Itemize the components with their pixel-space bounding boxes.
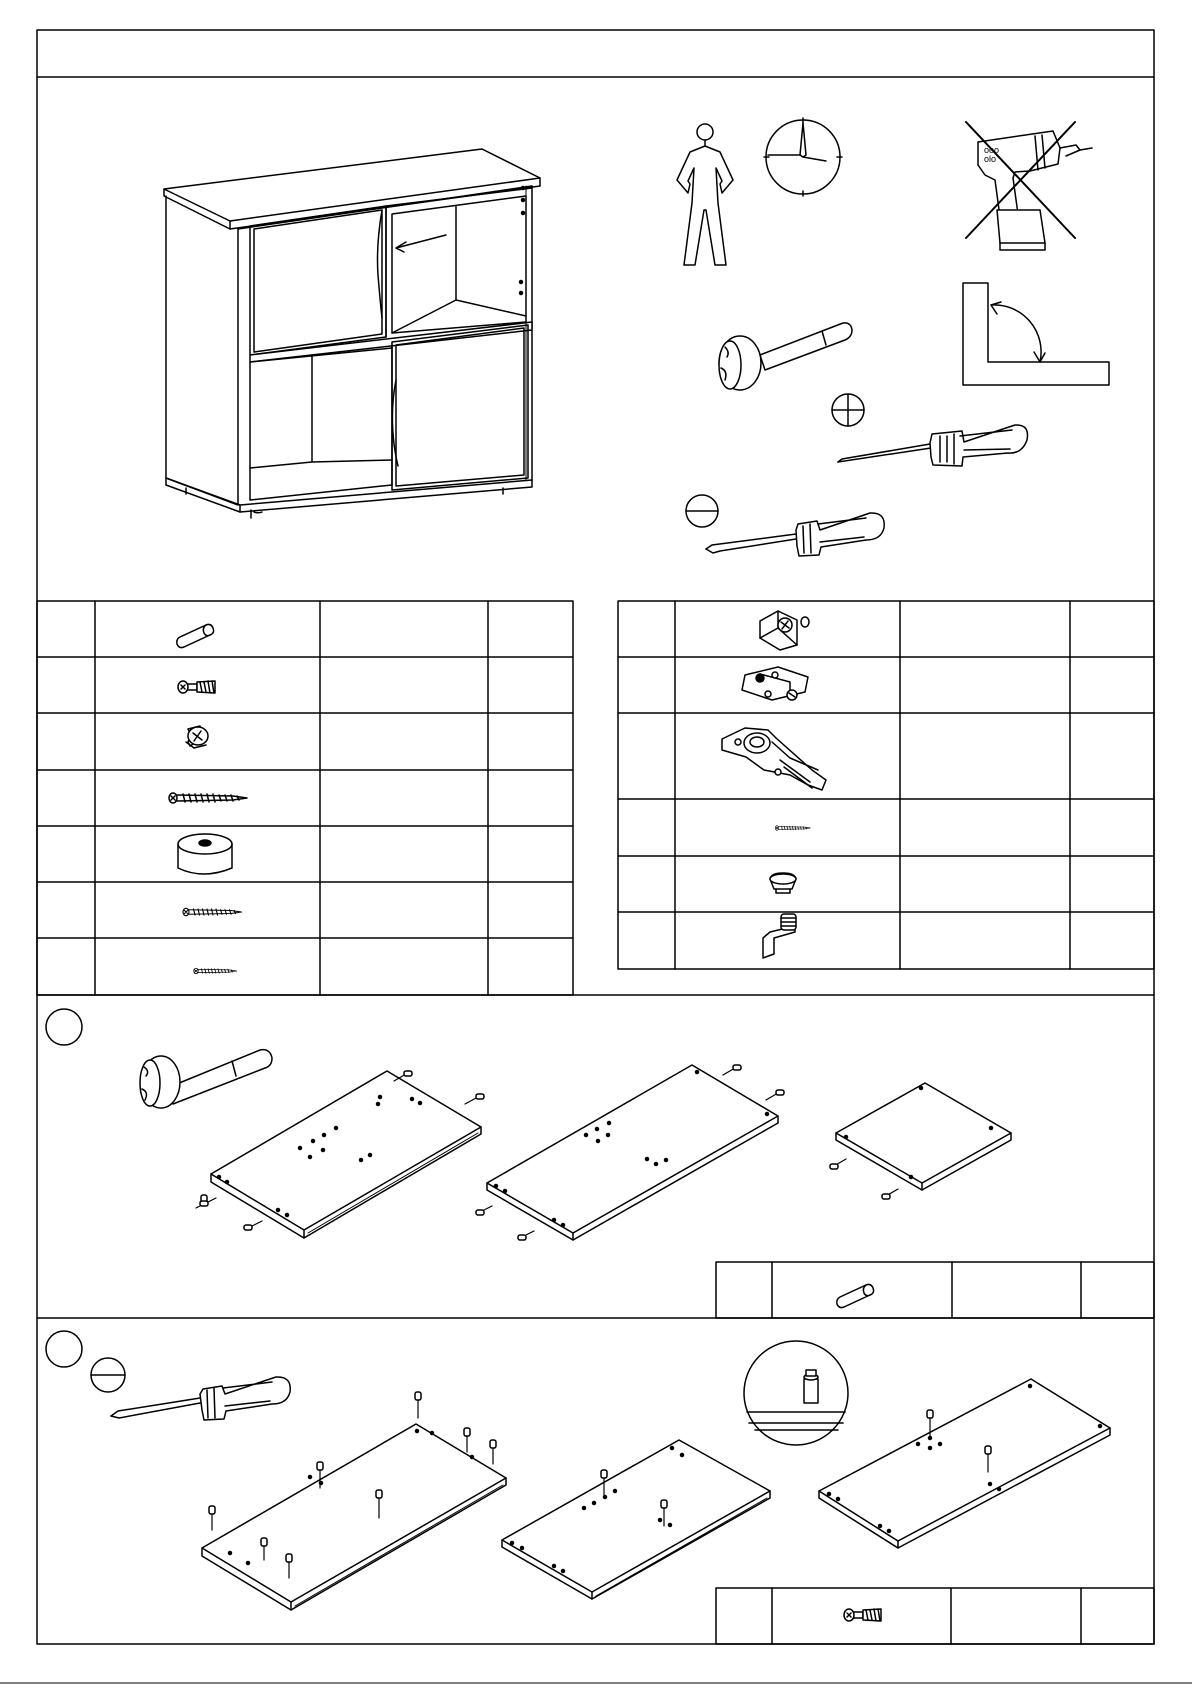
hardware-table-left (37, 601, 573, 995)
step-2-panel-left (202, 1392, 506, 1610)
step-2-flat-screwdriver-icon (91, 1358, 290, 1420)
short-screw-icon (194, 968, 237, 974)
hardware-table-right (618, 601, 1154, 969)
step-2-parts-box (716, 1588, 1154, 1644)
step-2-zoom-detail (744, 1341, 848, 1445)
step-1-mallet-icon (140, 1050, 272, 1108)
phillips-screwdriver-icon (832, 394, 1028, 466)
plastic-foot-icon (178, 834, 232, 874)
step-2-panel-middle (502, 1440, 770, 1599)
rubber-mallet-icon (719, 323, 852, 390)
drill-logo-glyph-2: olo (984, 154, 997, 164)
drill-logo-glyph: ooo (984, 145, 1000, 155)
hinge-plate-icon (742, 667, 808, 700)
step-1-panel-left (196, 1071, 484, 1238)
shelf-bracket-icon (760, 611, 809, 650)
cam-bolt-icon (178, 681, 215, 693)
cup-hinge-icon (722, 728, 826, 790)
step-1-parts-box (716, 1262, 1154, 1318)
cap-cover-icon (770, 873, 796, 893)
flat-screwdriver-icon (686, 495, 884, 556)
small-screw-icon (775, 826, 810, 831)
cam-lock-icon (186, 726, 208, 748)
step-2-marker (46, 1331, 82, 1367)
cabinet-illustration (164, 149, 540, 518)
medium-screw-icon (183, 908, 242, 916)
clock-icon (764, 118, 842, 196)
step-1-panel-middle (476, 1065, 784, 1240)
shelf-pin-icon (763, 914, 796, 958)
dowel-icon (177, 624, 214, 647)
step-2-panel-right (819, 1379, 1110, 1548)
right-angle-icon (963, 283, 1109, 385)
no-power-drill-icon (966, 122, 1092, 250)
long-screw-icon (169, 793, 247, 803)
two-person-figure-icon (677, 124, 733, 265)
step-1-marker (46, 1009, 82, 1045)
step-1-panel-right (830, 1083, 1011, 1199)
